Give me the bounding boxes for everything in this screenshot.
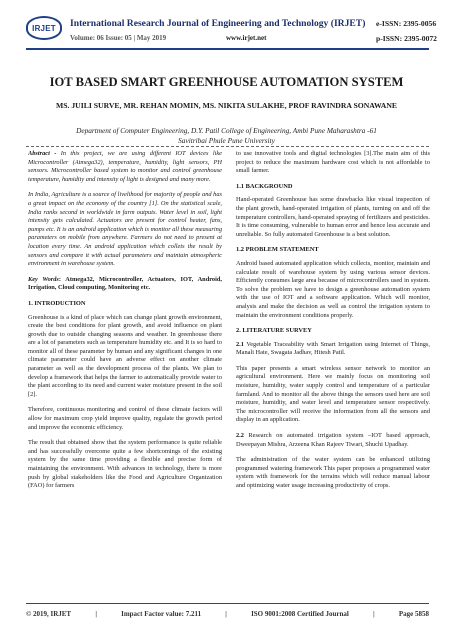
journal-website: www.irjet.net [226,34,267,42]
journal-header [0,0,453,58]
affiliation-line-2: Savitribai Phule Pune University [178,136,275,145]
footer-page-number: Page 5858 [398,610,429,618]
footer-copyright: © 2019, IRJET [26,610,72,618]
affiliation-line-1: Department of Computer Engineering, D.Y. Patil College of Engineering, Ambi Pune Maharashtra -61 [76,126,377,135]
footer-iso: ISO 9001:2008 Certified Journal [251,610,349,618]
abstract-text-1: In this project, we are using different IOT devices like Microcontroller (Atmega32), temperature, humidity, light sensors, PH sensors. Microcontroller based system to monitor and control greenhouse temperature, humidity and intensity of light is designed and many more. [28,150,222,183]
continued-paragraph: to use innovative tools and digital technologies [3].The main aim of this project to reduce the maximum hardware cost which is not affordable to small farmer. [236,150,430,175]
paper-affiliation [0,126,453,146]
problem-statement-paragraph: Android based automated application which collects, monitor, maintain and calculate result of warehouse system by using various sensor devices. Efficiently consumes large area because of microcontrollers used in system. To solve the problem we have to design a greenhouse automation system with the use of IOT and a software application. Which will monitor, analysis and make the decision as well as control the irrigation system to maintain the environment conditions properly. [236,259,430,319]
right-column [236,150,430,560]
footer-separator: | [373,610,375,618]
literature-survey-heading: 2. LITERATURE SURVEY [236,327,312,335]
keywords-text: : Atmega32, Microcontroller, Actuators, IOT, Android, Irrigation, Cloud computing, Monitoring etc. [28,275,222,292]
intro-paragraph-2: Therefore, continuous monitoring and control of these climate factors will allow for maximum crop yield improve quality, regulate the growth period and improve the economic efficiency. [28,406,222,431]
background-paragraph: Hand-operated Greenhouse has some drawbacks like visual inspection of the plant growth, hand-operated irrigation of plants, turning on and off the temperature controllers, hand-operated spraying of fertilizers and pesticides. It is time consuming, vulnerable to human error and hence less accurate and unreliable. So fully automated Greenhouse is a best solution. [236,196,430,238]
problem-statement-heading: 1.2 PROBLEM STATEMENT [236,246,319,254]
eissn: e-ISSN: 2395-0056 [376,19,437,28]
intro-paragraph-3: The result that obtained show that the system performance is quite reliable and has successfully overcome quite a few shortcomings of the existing system by the same time providing a flexible and precise form of maintaining the environment. With advances in technology, there is more push by global stakeholders like the Food and Agriculture Organization (FAO) for farmers [28,439,222,490]
intro-heading: 1. INTRODUCTION [28,299,86,307]
background-heading: 1.1 BACKGROUND [236,182,293,190]
abstract-paragraph-1 [28,150,222,184]
keywords-paragraph [28,276,222,293]
abstract-label: Abstract - [28,150,57,157]
separator-line [26,146,429,147]
literature-2-2-paragraph: The administration of the water system can be enhanced utilizing programmed watering framework This paper proposes a programmed water system with framework for the terrains which will reduce manual labour and optimizing water usage increasing productivity of crops. [236,456,430,489]
footer-impact-factor: Impact Factor value: 7.211 [121,610,202,618]
literature-item-2-2 [236,432,430,449]
journal-name: International Research Journal of Engineering and Technology (IRJET) [70,18,366,29]
pissn: p-ISSN: 2395-0072 [376,34,437,43]
logo-text: IRJET [32,23,56,33]
paper-title: IOT BASED SMART GREENHOUSE AUTOMATION SYSTEM [49,75,404,89]
page-footer [26,610,429,618]
literature-2-2-number: 2.2 [236,432,244,440]
footer-separator: | [225,610,227,618]
paper-authors: MS. JUILI SURVE, MR. REHAN MOMIN, MS. NIKITA SULAKHE, PROF RAVINDRA SONAWANE [55,101,398,110]
volume-info: Volume: 06 Issue: 05 | May 2019 [70,34,167,42]
literature-2-2-title: Research on automated irrigation system –IOT based approach, Dweepayan Mishra, Arzeena Khan Rajeev Tiwari, Shuchi Upadhay. [236,432,430,448]
literature-item-2-1 [236,341,430,358]
journal-logo [26,16,62,40]
left-column [28,150,222,560]
keywords-label: Key Words [28,275,59,283]
abstract-paragraph-2: In India, Agriculture is a source of livelihood for majority of people and has a great impact on the economy of the country [1]. On the statistical scale, India ranks second in worldwide in farm outputs. Water level in soil, light intensity gets calculated. Actuators are present for control heater, fans, pumps etc. It is an android application which is monitor all these measuring parameters on mobile from anywhere. Farmers do not need to present at location every time. An android application which collets the result by sensors and compare it with actual parameters and maintain atmospheric environment in warehouse system. [28,191,222,268]
intro-paragraph-1: Greenhouse is a kind of place which can change plant growth environment, create the best conditions for plant growth, and avoid influence on plant growth due to outside changing seasons and weather. In greenhouse there are a lot of parameters such as temperature humidity etc. and It is so hard to monitor all of these parameter by human and any significant changes in one climate parameter could have an adverse effect on another climate parameter as well as the development process of the plants. We plan to develop a framework that helps the farmer to automatically provide water to the plant according to its need and current water moisture present in the soil [2]. [28,313,222,398]
literature-2-1-paragraph: This paper presents a smart wireless sensor network to monitor an agricultural environment. Here we mainly focus on monitoring soil moisture, humidity, water supply control and temperature of a particular farmland. And to monitor all the above things the sensors used here are soil moisture, humidity, and water level and temperature sensor respectively. The microcontroller will receive the information from all the sensors and display in an application. [236,364,430,424]
footer-separator: | [95,610,97,618]
header-rule [26,48,429,50]
literature-2-1-number: 2.1 [236,340,244,348]
footer-rule [26,603,429,604]
literature-2-1-title: Vegetable Traceability with Smart Irrigation using Internet of Things, Manali Hate, Swagata Jadhav, Hitesh Patil. [236,340,430,357]
